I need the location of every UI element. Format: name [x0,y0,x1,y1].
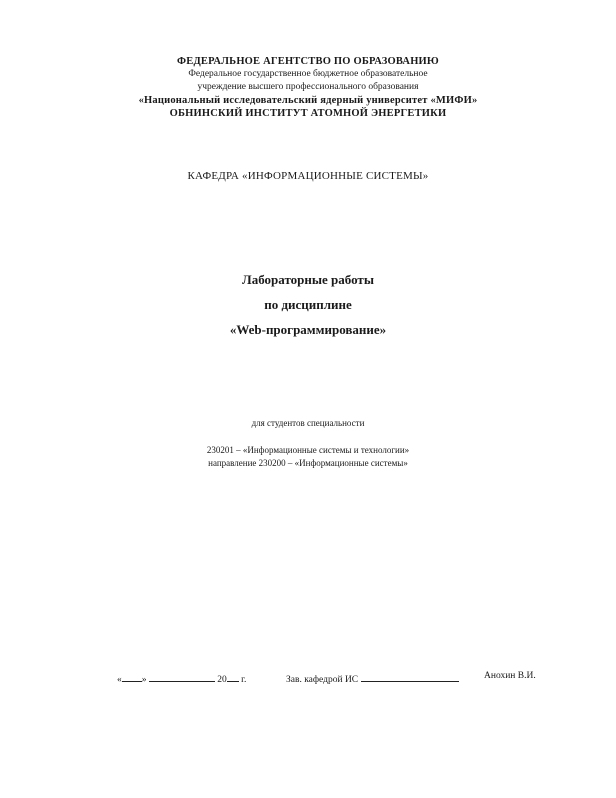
day-blank [122,672,142,682]
agency-name: ФЕДЕРАЛЬНОЕ АГЕНТСТВО ПО ОБРАЗОВАНИЮ [177,56,439,67]
date-close-quote: » [141,675,147,685]
specialty-heading: для студентов специальности [251,418,365,428]
date-field [117,672,246,686]
title-line-2: по дисциплине [264,297,352,312]
month-blank [149,672,215,682]
title-line-3: «Web-программирование» [229,322,387,337]
year-prefix: 20 [217,675,227,685]
specialty-line-1: 230201 – «Информационные системы и технологии» [206,445,410,455]
signature-blank [361,672,459,682]
year-suffix: г. [241,675,247,685]
specialty-line-2: направление 230200 – «Информационные системы» [208,458,408,468]
date-open-quote: « [117,675,122,685]
institution-line-2: учреждение высшего профессионального образования [197,82,419,92]
institution-line-1: Федеральное государственное бюджетное образовательное [188,69,428,79]
approval-field [286,672,459,686]
title-line-1: Лабораторные работы [242,272,374,287]
department-name: КАФЕДРА «ИНФОРМАЦИОННЫЕ СИСТЕМЫ» [187,170,429,182]
institute-name: ОБНИНСКИЙ ИНСТИТУТ АТОМНОЙ ЭНЕРГЕТИКИ [169,108,447,119]
signatory-name: Анохин В.И. [484,671,536,681]
year-blank [227,672,239,682]
university-name: «Национальный исследовательский ядерный университет «МИФИ» [138,95,478,106]
approval-label: Зав. кафедрой ИС [286,675,359,685]
